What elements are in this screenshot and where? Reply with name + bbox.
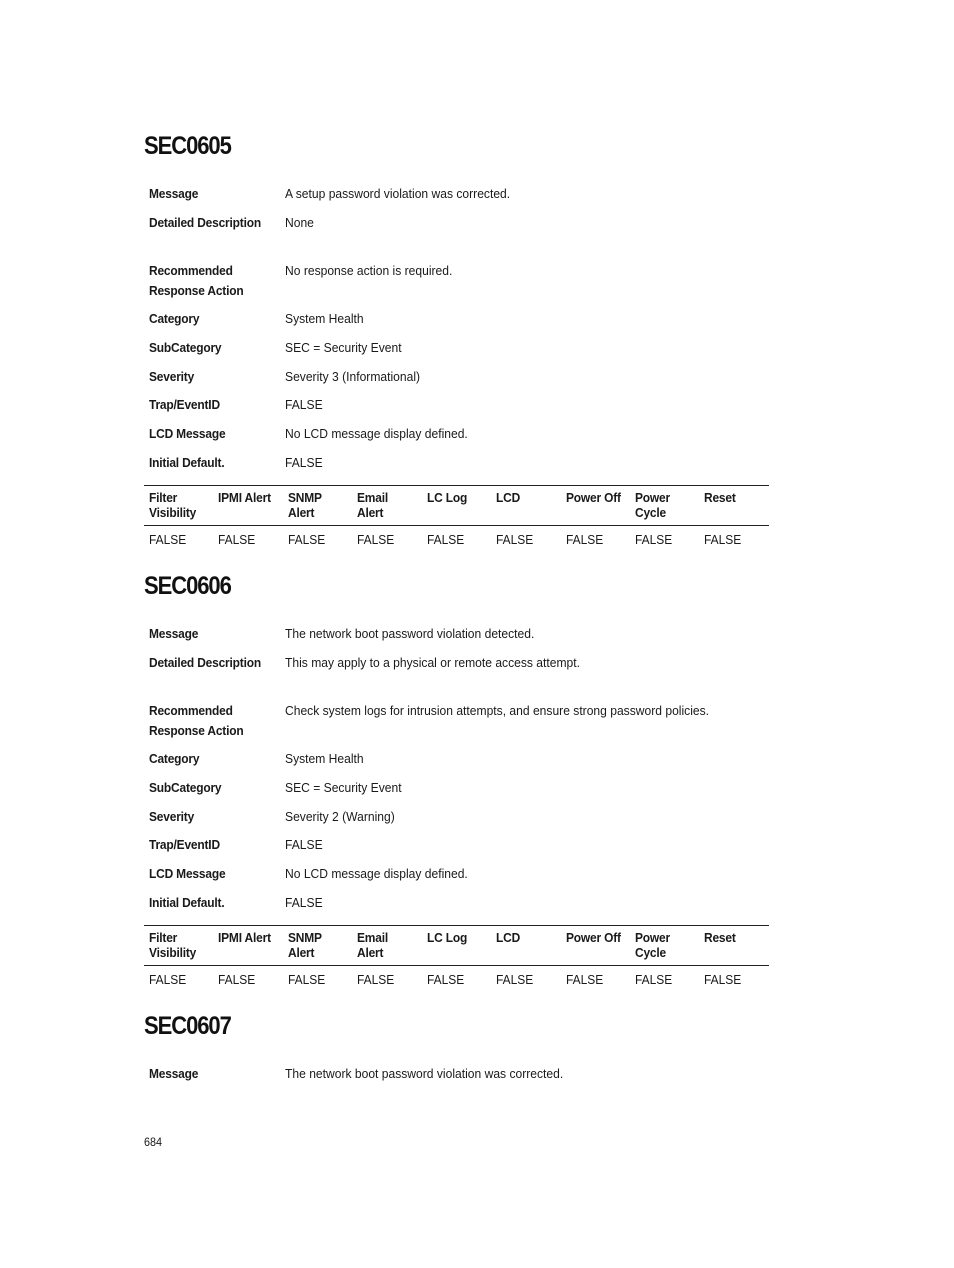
field-value: SEC = Security Event [285, 340, 402, 355]
field-value: FALSE [285, 895, 323, 910]
field-label: Message [149, 626, 199, 641]
table-cell: FALSE [218, 532, 256, 547]
field-value: No LCD message display defined. [285, 426, 468, 441]
field-label: LCD Message [149, 426, 226, 441]
field-label: Trap/EventID [149, 837, 220, 852]
table-top-rule [144, 925, 769, 926]
field-value: This may apply to a physical or remote access attempt. [285, 655, 580, 670]
field-label: Category [149, 311, 200, 326]
field-label: Message [149, 1066, 199, 1081]
table-header-email-alert: Email Alert [357, 490, 388, 520]
table-cell: FALSE [496, 972, 534, 987]
table-header-lcd: LCD [496, 930, 521, 945]
table-header-rule [144, 965, 769, 966]
table-cell: FALSE [288, 532, 326, 547]
table-header-reset: Reset [704, 930, 736, 945]
table-header-filter-visibility: Filter Visibility [149, 490, 197, 520]
section-title: SEC0605 [144, 132, 231, 160]
table-header-snmp-alert: SNMP Alert [288, 930, 322, 960]
field-label: Recommended Response Action [149, 703, 244, 738]
table-cell: FALSE [635, 972, 673, 987]
field-label: Initial Default. [149, 895, 225, 910]
table-cell: FALSE [566, 532, 604, 547]
field-value: SEC = Security Event [285, 780, 402, 795]
field-value: No response action is required. [285, 263, 453, 278]
field-label: Message [149, 186, 199, 201]
table-cell: FALSE [496, 532, 534, 547]
table-header-power-cycle: Power Cycle [635, 930, 670, 960]
field-label: Initial Default. [149, 455, 225, 470]
table-cell: FALSE [149, 972, 187, 987]
table-cell: FALSE [704, 972, 742, 987]
table-header-reset: Reset [704, 490, 736, 505]
field-value: System Health [285, 751, 364, 766]
field-label: Detailed Description [149, 215, 261, 230]
table-header-power-off: Power Off [566, 930, 621, 945]
table-header-power-off: Power Off [566, 490, 621, 505]
table-cell: FALSE [704, 532, 742, 547]
field-value: A setup password violation was corrected. [285, 186, 511, 201]
table-cell: FALSE [635, 532, 673, 547]
table-top-rule [144, 485, 769, 486]
field-value: FALSE [285, 455, 323, 470]
field-label: Trap/EventID [149, 397, 220, 412]
field-label: SubCategory [149, 780, 222, 795]
table-header-lc-log: LC Log [427, 490, 468, 505]
table-header-power-cycle: Power Cycle [635, 490, 670, 520]
field-label: Severity [149, 809, 195, 824]
section-title: SEC0607 [144, 1012, 231, 1040]
table-cell: FALSE [566, 972, 604, 987]
field-label: Severity [149, 369, 195, 384]
page-number: 684 [144, 1135, 163, 1149]
table-header-email-alert: Email Alert [357, 930, 388, 960]
field-label: LCD Message [149, 866, 226, 881]
table-header-snmp-alert: SNMP Alert [288, 490, 322, 520]
field-value: No LCD message display defined. [285, 866, 468, 881]
table-cell: FALSE [149, 532, 187, 547]
table-header-rule [144, 525, 769, 526]
table-cell: FALSE [288, 972, 326, 987]
field-value: Severity 2 (Warning) [285, 809, 395, 824]
field-value: None [285, 215, 314, 230]
table-header-ipmi-alert: IPMI Alert [218, 930, 271, 945]
section-title: SEC0606 [144, 572, 231, 600]
field-value: The network boot password violation detected. [285, 626, 535, 641]
field-value: Severity 3 (Informational) [285, 369, 421, 384]
field-value: Check system logs for intrusion attempts, and ensure strong password policies. [285, 703, 710, 718]
table-header-lc-log: LC Log [427, 930, 468, 945]
field-label: Recommended Response Action [149, 263, 244, 298]
field-value: FALSE [285, 397, 323, 412]
table-cell: FALSE [357, 972, 395, 987]
field-label: Category [149, 751, 200, 766]
field-value: FALSE [285, 837, 323, 852]
field-value: System Health [285, 311, 364, 326]
table-cell: FALSE [427, 532, 465, 547]
field-label: Detailed Description [149, 655, 261, 670]
table-cell: FALSE [427, 972, 465, 987]
field-label: SubCategory [149, 340, 222, 355]
table-header-ipmi-alert: IPMI Alert [218, 490, 271, 505]
field-value: The network boot password violation was corrected. [285, 1066, 564, 1081]
table-cell: FALSE [218, 972, 256, 987]
table-cell: FALSE [357, 532, 395, 547]
table-header-lcd: LCD [496, 490, 521, 505]
table-header-filter-visibility: Filter Visibility [149, 930, 197, 960]
